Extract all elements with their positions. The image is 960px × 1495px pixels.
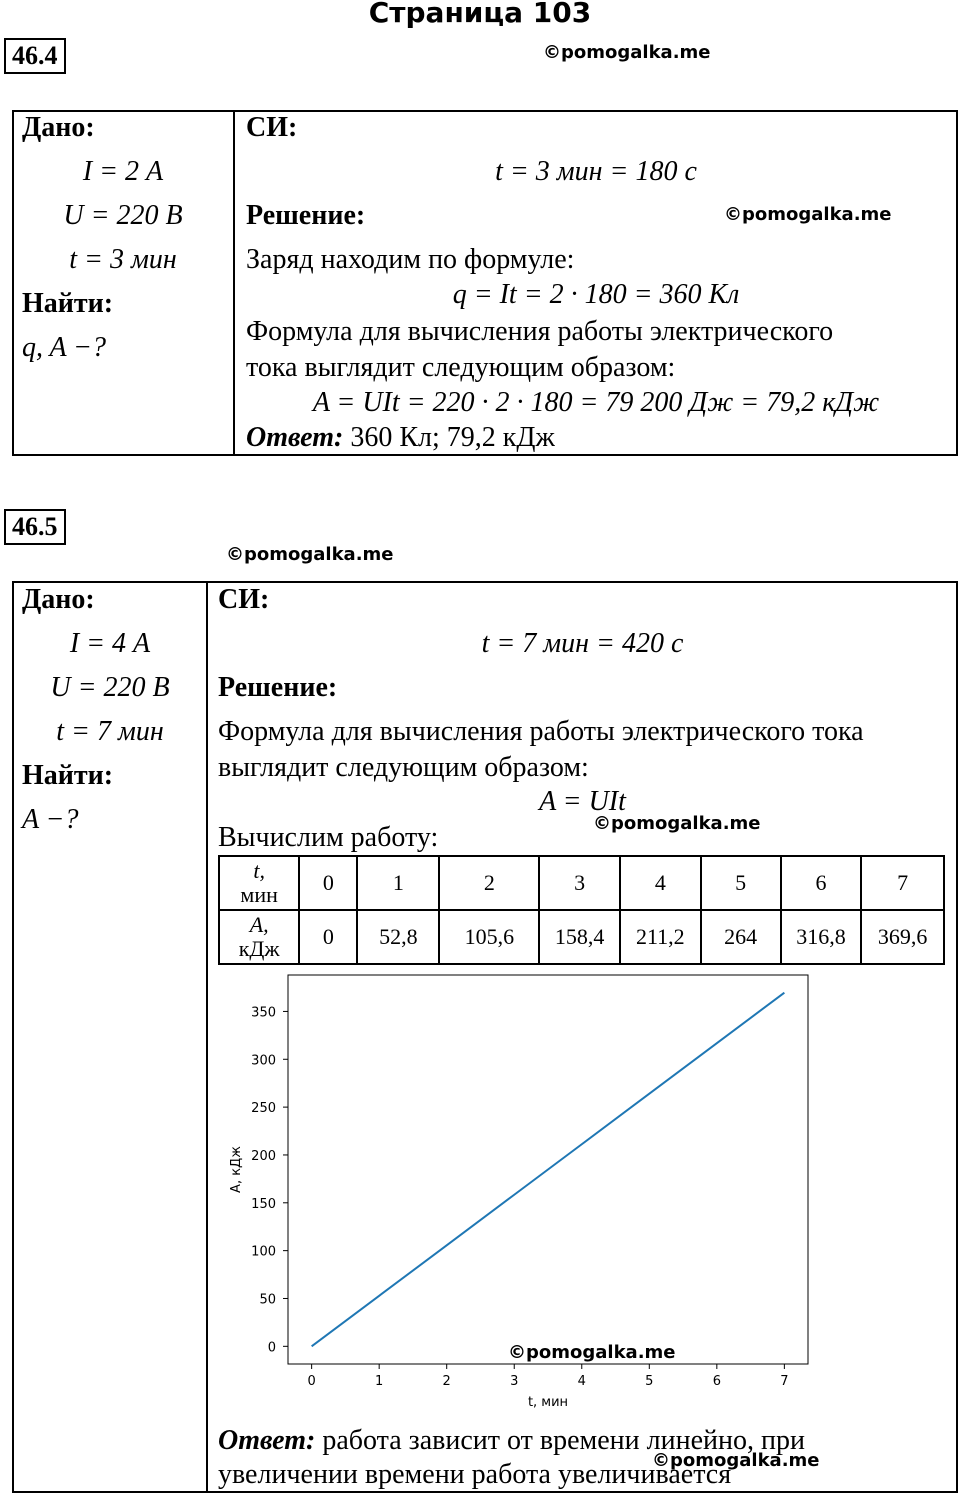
header-unit: кДж <box>238 936 280 961</box>
given-voltage: U = 220 В <box>50 672 170 703</box>
x-axis-label: t, мин <box>527 1395 569 1410</box>
solution-line: Заряд находим по формуле: <box>246 244 575 275</box>
answer-label: Ответ: <box>246 422 344 453</box>
x-tick-label: 6 <box>712 1374 721 1389</box>
answer-text: 360 Кл; 79,2 кДж <box>343 422 555 453</box>
x-tick-label: 1 <box>375 1374 384 1389</box>
solution-line: выглядит следующим образом: <box>218 752 589 783</box>
y-tick-label: 250 <box>251 1101 276 1117</box>
table-cell: 105,6 <box>439 910 539 964</box>
find-value: A −? <box>22 804 79 835</box>
problem-number-46-5: 46.5 <box>4 509 66 545</box>
answer-continued: увеличении времени работа увеличивается <box>218 1459 732 1490</box>
watermark: ©pomogalka.me <box>724 204 892 225</box>
solution-line: Вычислим работу: <box>218 822 439 853</box>
given-label: Дано: <box>22 112 95 143</box>
problem-number-46-4: 46.4 <box>4 38 66 74</box>
solution-line: Формула для вычисления работы электрического тока <box>218 716 864 747</box>
table-cell: 4 <box>620 856 701 910</box>
y-tick-label: 300 <box>251 1053 276 1069</box>
given-time: t = 3 мин <box>69 244 177 275</box>
si-label: СИ: <box>246 112 298 143</box>
watermark: ©pomogalka.me <box>508 1342 676 1363</box>
find-value: q, A −? <box>22 332 106 363</box>
table-cell: 6 <box>781 856 862 910</box>
y-tick-label: 50 <box>259 1292 276 1308</box>
answer-label: Ответ: <box>218 1425 316 1456</box>
x-tick-label: 0 <box>307 1374 316 1389</box>
x-tick-label: 4 <box>577 1374 586 1389</box>
series-line <box>312 993 785 1347</box>
header-unit: мин <box>240 882 278 907</box>
watermark: ©pomogalka.me <box>226 544 394 565</box>
si-conversion: t = 3 мин = 180 с <box>495 156 697 187</box>
table-cell: 7 <box>861 856 944 910</box>
given-time: t = 7 мин <box>56 716 164 747</box>
table-cell: 3 <box>539 856 620 910</box>
table-cell: 158,4 <box>539 910 620 964</box>
charge-formula: q = It = 2 · 180 = 360 Кл <box>452 279 740 310</box>
x-tick-label: 2 <box>442 1374 451 1389</box>
solution-label: Решение: <box>246 200 366 231</box>
x-tick-label: 3 <box>510 1374 519 1389</box>
table-cell: 2 <box>439 856 539 910</box>
x-tick-label: 7 <box>780 1374 789 1389</box>
answer-text: работа зависит от времени линейно, при <box>315 1425 805 1456</box>
table-cell: 0 <box>299 856 357 910</box>
work-formula: A = UIt = 220 · 2 · 180 = 79 200 Дж = 79,2 кДж <box>312 387 880 418</box>
y-tick-label: 200 <box>251 1148 276 1164</box>
header-symbol: t, <box>253 858 265 883</box>
y-tick-label: 100 <box>251 1244 276 1260</box>
x-tick-label: 5 <box>645 1374 654 1389</box>
solution-label: Решение: <box>218 672 338 703</box>
table-cell: 52,8 <box>357 910 439 964</box>
table-cell: 316,8 <box>781 910 862 964</box>
given-voltage: U = 220 В <box>63 200 183 231</box>
table-cell: 1 <box>357 856 439 910</box>
table-cell: 264 <box>701 910 781 964</box>
solution-line: тока выглядит следующим образом: <box>246 352 676 383</box>
table-cell: 0 <box>299 910 357 964</box>
si-label: СИ: <box>218 584 270 615</box>
si-conversion: t = 7 мин = 420 с <box>481 628 684 659</box>
watermark: ©pomogalka.me <box>593 813 761 834</box>
table-cell: 211,2 <box>620 910 701 964</box>
work-formula: A = UIt <box>539 786 626 817</box>
page-title: Страница 103 <box>368 0 592 29</box>
y-tick-label: 0 <box>267 1340 276 1356</box>
y-axis-label: A, кДж <box>229 1146 244 1193</box>
solution-line: Формула для вычисления работы электрического <box>246 316 834 347</box>
watermark: ©pomogalka.me <box>543 42 711 63</box>
given-current: I = 4 А <box>69 628 151 659</box>
y-tick-label: 350 <box>251 1005 276 1021</box>
table-cell: 369,6 <box>861 910 944 964</box>
given-current: I = 2 А <box>82 156 164 187</box>
header-symbol: A, <box>249 912 269 937</box>
y-tick-label: 150 <box>251 1196 276 1212</box>
find-label: Найти: <box>22 288 114 319</box>
given-label: Дано: <box>22 584 95 615</box>
find-label: Найти: <box>22 760 114 791</box>
watermark: ©pomogalka.me <box>652 1450 820 1471</box>
table-cell: 5 <box>701 856 781 910</box>
